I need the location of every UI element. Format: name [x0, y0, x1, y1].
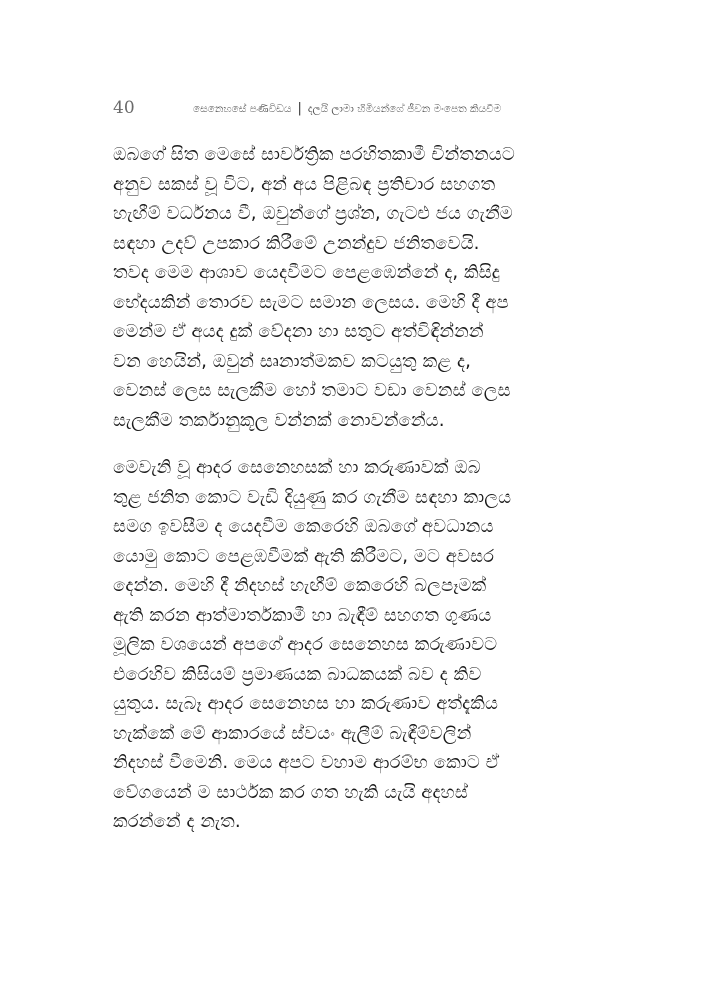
title-separator: | — [297, 100, 302, 116]
book-subtitle: දලයි ලාමා හිමියන්ගේ ජීවන මංපෙත කියවීම — [307, 102, 502, 115]
text-line: අනුව සකස් වූ විට, අන් අය පිළිබඳ ප්‍රතිචාර සහගත — [113, 173, 496, 195]
text-line: මෙවැනි වූ ආදර සෙනෙහසක් හා කරුණාවක් ඔබ — [113, 457, 481, 478]
text-line: තුළ ජනිත කොට වැඩි දියුණු කර ගැනීම සඳහා කාලය — [113, 486, 512, 508]
text-line: මෙන්ම ඒ අයද දුක් වේදනා හා සතුට අත්විඳින්නන් — [113, 321, 484, 342]
text-line: වේගයෙන් ම සාර්ථක කර ගත හැකි යැයි අදහස් — [113, 781, 468, 803]
text-line: හැක්කේ මේ ආකාරයේ ස්වයං ඇලීම් බැඳීම්වලින් — [113, 722, 472, 744]
text-line: ඇති කරන ආත්මාර්තකාමී හා බැඳීම් සහගත ගුණය — [113, 604, 492, 626]
text-line: තවද මෙම ආශාව යෙදවීමට පෙළඹෙන්නේ ද, කිසිදු — [113, 262, 500, 283]
text-line: සඳහා උදව් උපකාර කිරීමේ උනන්දුව ජනිතවෙයි. — [113, 232, 480, 254]
text-line: වෙනස් ලෙස සැලකීම හෝ තමාට වඩා වෙනස් ලෙස — [113, 380, 511, 401]
text-line: මූලික වශයෙන් අපගේ ආදර සෙනෙහස කරුණාවට — [113, 634, 498, 655]
text-line: සැලකීම තර්කානුකූල වන්නක් නොවන්නේය. — [113, 409, 445, 431]
text-line: නිදහස් වීමෙනි. මෙය අපට වහාම ආරම්භ කොට ඒ — [113, 752, 500, 773]
text-line: භේදයකින් තොරව සැමට සමාන ලෙසය. මෙහි දී අප — [113, 291, 509, 313]
running-header — [113, 96, 613, 120]
text-line: හැඟීම් වර්ධනය වී, ඔවුන්ගේ ප්‍රශ්න, ගැටළු ජය ගැනීම — [113, 203, 513, 224]
text-line: එරෙහිව කිසියම් ප්‍රමාණයක බාධකයක් බව ද කිව — [113, 663, 482, 685]
body-text — [113, 140, 611, 837]
text-line: යුතුය. සැබෑ ආදර සෙනෙහස හා කරුණාව අත්දැකිය — [113, 693, 499, 714]
book-title: සෙනෙහසේ පණිවිඩය — [193, 102, 292, 115]
paragraph-2 — [113, 453, 611, 837]
running-title — [193, 101, 501, 116]
paragraph-1 — [113, 140, 611, 435]
page-number: 40 — [113, 98, 135, 118]
text-line: කරන්නේ ද නැත. — [113, 811, 241, 832]
text-line: ඔබගේ සිත මෙසේ සාර්වත්‍රික පරහිතකාමී චින්තනයට — [113, 144, 515, 165]
text-line: යොමු කොට පෙළඹවීමක් ඇති කිරීමට, මට අවසර — [113, 545, 495, 567]
text-line: දෙන්න. මෙහි දී නිදහස් හැඟීම් කෙරෙහි බලපෑමක් — [113, 575, 487, 596]
text-line: වන හෙයින්, ඔවුන් සෘනාත්මකව කටයුතු කළ ද, — [113, 350, 471, 372]
text-line: සමග ඉවසීම ද යෙදවීම කෙරෙහි ඔබගේ අවධානය — [113, 516, 494, 537]
